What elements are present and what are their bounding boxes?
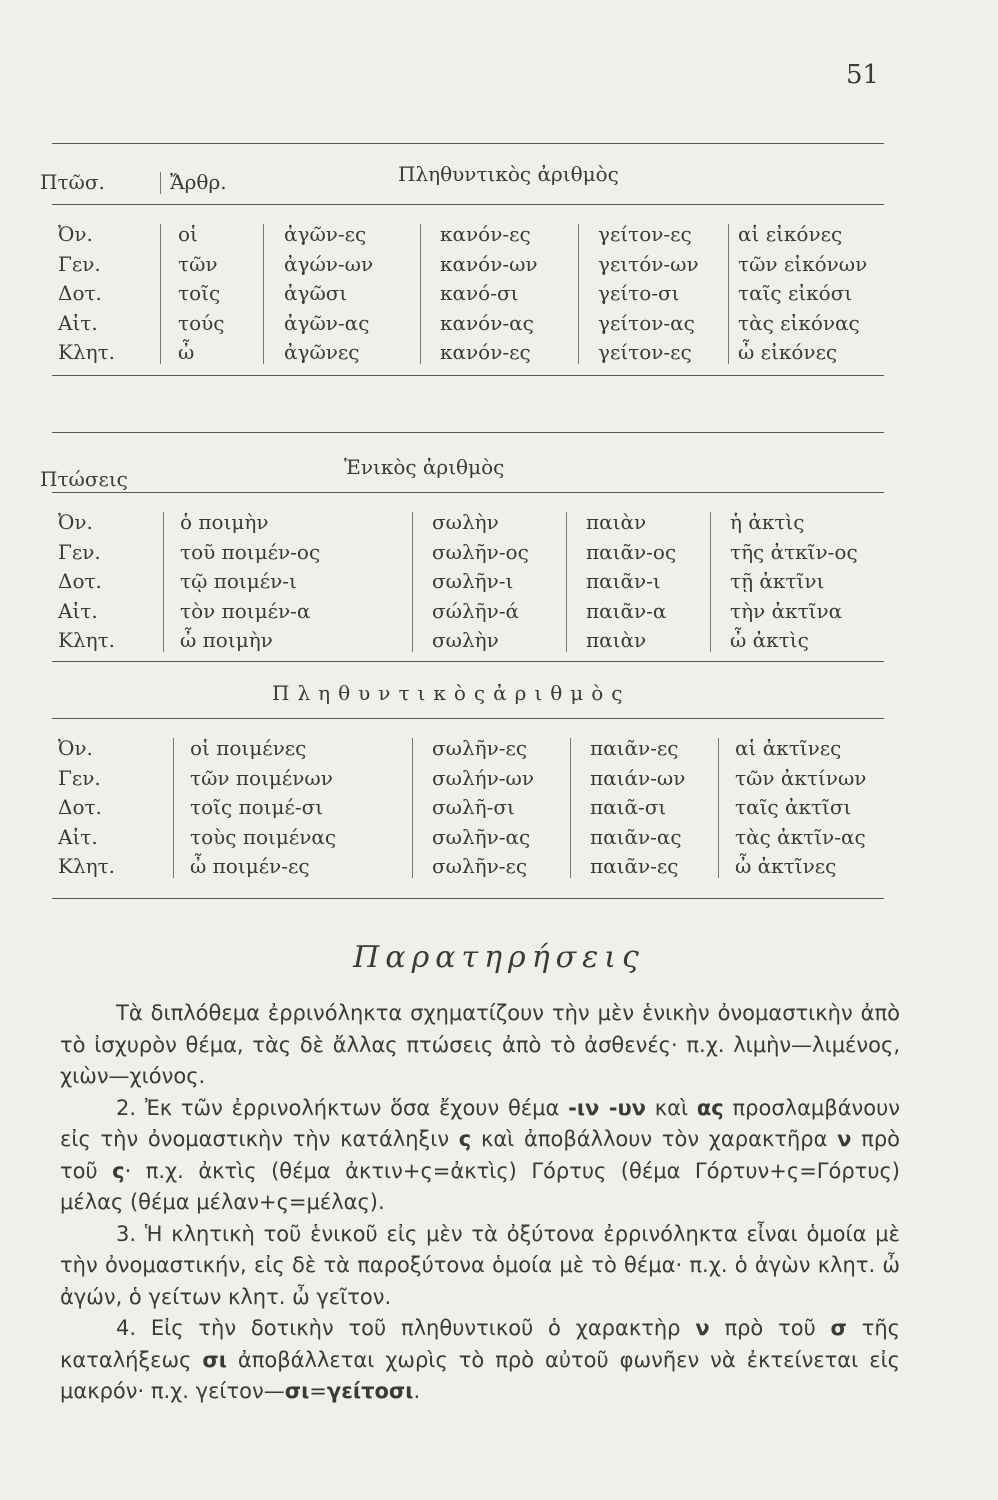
table3-cell-r0-c4: αἱ ἀκτῖνες [735, 736, 842, 760]
obs4-text: πρὸ τοῦ [709, 1316, 831, 1340]
table1-header-article: Ἄρθρ. [170, 170, 227, 194]
table1-cell-r0-c5: αἱ εἰκόνες [738, 222, 843, 246]
table2-cell-r0-c1: ὁ ποιμὴν [180, 510, 269, 534]
table2-cell-r3-c1: τὸν ποιμέν-α [180, 598, 311, 623]
table1-cell-r2-c3: κανό-σι [440, 281, 519, 305]
table2-column-divider [710, 512, 711, 652]
table2-cell-r1-c3: παιᾶν-ος [586, 539, 677, 564]
table3-cell-r4-c2: σωλῆν-ες [432, 854, 528, 878]
table1-cell-r0-c3: κανόν-ες [440, 222, 531, 246]
obs4-ending: ν [695, 1316, 710, 1340]
table1-cell-r3-c0: Αἰτ. [58, 310, 98, 335]
table3-cell-r3-c2: σωλῆν-ας [432, 824, 531, 849]
table1-cell-r1-c2: ἀγών-ων [284, 251, 374, 276]
table2-cell-r2-c0: Δοτ. [58, 569, 102, 593]
table1-cell-r4-c5: ὦ εἰκόνες [738, 340, 838, 364]
table2-cell-r2-c2: σωλῆν-ι [432, 569, 514, 593]
table3-cell-r1-c3: παιάν-ων [590, 765, 686, 790]
table2-bottom-rule [52, 661, 884, 662]
table1-cell-r3-c2: ἀγῶν-ας [284, 310, 370, 335]
table1-cell-r0-c2: ἀγῶν-ες [284, 222, 367, 246]
table1-cell-r3-c5: τὰς εἰκόνας [738, 310, 860, 335]
table1-cell-r2-c4: γείτο-σι [598, 281, 680, 305]
table1-cell-r0-c0: Ὀν. [58, 222, 93, 246]
obs2-text: καὶ [645, 1095, 697, 1120]
obs2-text: 2. Ἐκ τῶν ἐρρινολήκτων ὅσα ἔχουν θέμα [116, 1095, 569, 1120]
observation-1: Τὰ διπλόθεμα ἐρρινόληκτα σχηματίζουν τὴν μὲν ἑνικὴν ὀνομαστικὴν ἀπὸ τὸ ἰσχυρὸν θέμα, τὰς δὲ ἄλλας πτώσεις ἀπὸ τὸ ἀσθενές· π.χ. λιμὴν—λιμένος, χιὼν—χιόνος. [60, 1001, 900, 1088]
table1-header-divider [160, 172, 161, 194]
table3-cell-r1-c4: τῶν ἀκτίνων [735, 765, 867, 790]
table1-cell-r0-c1: οἱ [178, 222, 198, 246]
table2-cell-r4-c0: Κλητ. [58, 628, 116, 652]
table2-header-rule [52, 492, 884, 493]
obs2-ending: ς [458, 1127, 472, 1151]
table2-cell-r2-c4: τῇ ἀκτῖνι [730, 569, 825, 593]
table3-cell-r3-c4: τὰς ἀκτῖν-ας [735, 824, 866, 849]
table1-column-divider [263, 224, 264, 364]
table2-cell-r1-c1: τοῦ ποιμέν-ος [180, 539, 321, 564]
table3-cell-r0-c3: παιᾶν-ες [590, 736, 679, 760]
table2-cell-r1-c4: τῆς ἀτκῖν-ος [730, 539, 858, 564]
table1-column-divider [578, 224, 579, 364]
table2-cell-r4-c3: παιὰν [586, 628, 647, 652]
table3-cell-r4-c1: ὦ ποιμέν-ες [190, 854, 310, 878]
table3-header-rule [52, 718, 884, 719]
table2-cell-r0-c2: σωλὴν [432, 510, 499, 534]
obs2-text: καὶ ἀποβάλλουν τὸν χαρακτῆρα [471, 1127, 838, 1151]
table2-cell-r0-c0: Ὀν. [58, 510, 93, 534]
table1-column-divider [420, 224, 421, 364]
table1-cell-r4-c4: γείτον-ες [598, 340, 692, 364]
observation-3: 3. Ἡ κλητικὴ τοῦ ἑνικοῦ εἰς μὲν τὰ ὀξύτονα ἐρρινόληκτα εἶναι ὁμοία μὲ τὴν ὀνομαστικήν, εἰς δὲ τὰ παροξύτονα ὁμοία μὲ τὸ θέμα· π.χ. ὁ ἀγὼν κλητ. ὦ ἀγών, ὁ γείτων κλητ. ὦ γεῖτον. [60, 1221, 900, 1309]
observations-body [60, 998, 900, 1408]
obs4-ending: σι [202, 1347, 227, 1372]
table1-cell-r4-c3: κανόν-ες [440, 340, 531, 364]
table1-column-divider [728, 224, 729, 364]
table2-cell-r1-c2: σωλῆν-ος [432, 539, 529, 564]
table3-column-divider [570, 738, 571, 878]
table2-column-divider [412, 512, 413, 652]
table1-cell-r4-c1: ὦ [178, 340, 195, 364]
obs4-text: 4. Εἰς τὴν δοτικὴν τοῦ πληθυντικοῦ ὁ χαρακτὴρ [116, 1316, 696, 1340]
table1-cell-r4-c0: Κλητ. [58, 340, 116, 364]
table3-cell-r1-c2: σωλήν-ων [432, 765, 535, 790]
table3-cell-r0-c2: σωλῆν-ες [432, 736, 528, 760]
table1-cell-r3-c4: γείτον-ας [598, 310, 695, 335]
table2-top-rule [52, 432, 884, 433]
table1-header-title: Πληθυντικὸς ἀριθμὸς [398, 162, 619, 186]
table2-cell-r0-c4: ἡ ἀκτὶς [730, 510, 805, 534]
table1-cell-r1-c0: Γεν. [58, 251, 101, 276]
table1-header-rule [52, 204, 884, 205]
table2-header-case: Πτώσεις [40, 467, 128, 491]
table1-cell-r0-c4: γείτον-ες [598, 222, 692, 246]
table3-cell-r4-c0: Κλητ. [58, 854, 116, 878]
table1-column-divider [160, 224, 161, 364]
table3-column-divider [412, 738, 413, 878]
table1-cell-r1-c1: τῶν [178, 251, 218, 276]
obs4-text: ἀποβάλλεται χωρὶς τὸ πρὸ αὐτοῦ φωνῆεν νὰ ἐκτείνεται εἰς μακρόν· π.χ. γείτον— [60, 1347, 901, 1403]
obs4-ending: γείτοσι [326, 1379, 414, 1403]
obs2-ending: ας [696, 1095, 724, 1120]
observation-4 [60, 1313, 900, 1408]
table3-cell-r2-c0: Δοτ. [58, 795, 102, 819]
table3-cell-r2-c4: ταῖς ἀκτῖσι [735, 795, 852, 819]
table1-cell-r3-c1: τούς [178, 310, 225, 335]
obs4-text: = [309, 1379, 327, 1403]
obs4-text: . [413, 1379, 421, 1403]
obs2-ending: ν [837, 1127, 852, 1151]
table2-cell-r4-c1: ὦ ποιμὴν [180, 628, 273, 652]
table2-cell-r3-c0: Αἰτ. [58, 598, 98, 623]
observations-title: Παρατηρήσεις [353, 940, 645, 975]
observation-2 [60, 1093, 900, 1219]
table2-cell-r4-c4: ὦ ἀκτὶς [730, 628, 809, 652]
table2-header-title: Ἑνικὸς ἀριθμὸς [344, 455, 505, 479]
table3-cell-r4-c3: παιᾶν-ες [590, 854, 679, 878]
table2-cell-r2-c1: τῷ ποιμέν-ι [180, 569, 297, 593]
table3-column-divider [718, 738, 719, 878]
obs2-ending: -ιν -υν [568, 1095, 646, 1120]
table2-cell-r0-c3: παιὰν [586, 510, 647, 534]
table1-cell-r2-c1: τοῖς [178, 281, 221, 305]
obs2-text: πρὸ τοῦ [60, 1127, 900, 1183]
table2-cell-r3-c4: τὴν ἀκτῖνα [730, 598, 843, 623]
table2-column-divider [566, 512, 567, 652]
table3-cell-r0-c1: οἱ ποιμένες [190, 736, 307, 760]
table1-cell-r1-c3: κανόν-ων [440, 251, 538, 276]
table3-cell-r1-c0: Γεν. [58, 765, 101, 790]
table3-bottom-rule [52, 898, 884, 899]
table3-title: Πληθυντικὸςἀριθμὸς [272, 681, 631, 705]
table1-cell-r2-c5: ταῖς εἰκόσι [738, 281, 853, 305]
obs4-ending: σ [830, 1316, 847, 1340]
table1-top-rule [52, 143, 884, 144]
obs2-text: προσλαμβάνουν εἰς τὴν ὀνομαστικὴν τὴν κατάληξιν [60, 1095, 900, 1151]
obs4-text: τῆς καταλήξεως [60, 1316, 900, 1372]
table1-bottom-rule [52, 375, 884, 376]
table3-cell-r2-c1: τοῖς ποιμέ-σι [190, 795, 324, 819]
table1-cell-r2-c0: Δοτ. [58, 281, 102, 305]
table2-cell-r1-c0: Γεν. [58, 539, 101, 564]
table2-cell-r4-c2: σωλὴν [432, 628, 499, 652]
obs2-ending: ς [112, 1158, 125, 1183]
table3-cell-r0-c0: Ὀν. [58, 736, 93, 760]
table3-cell-r3-c3: παιᾶν-ας [590, 824, 682, 849]
table3-cell-r3-c1: τοὺς ποιμένας [190, 824, 337, 849]
table1-cell-r1-c5: τῶν εἰκόνων [738, 251, 868, 276]
table2-column-divider [163, 512, 164, 652]
table3-cell-r4-c4: ὦ ἀκτῖνες [735, 854, 837, 878]
table2-cell-r3-c2: σώλῆν-ά [432, 598, 520, 623]
obs4-ending: σι [284, 1379, 310, 1403]
table3-cell-r3-c0: Αἰτ. [58, 824, 98, 849]
table1-cell-r3-c3: κανόν-ας [440, 310, 534, 335]
obs2-text: · π.χ. ἀκτὶς (θέμα ἀκτιν+ς=ἀκτὶς) Γόρτυς (θέμα Γόρτυν+ς=Γόρτυς) μέλας (θέμα μέλαν+ς=μέλας). [60, 1158, 900, 1214]
table2-cell-r2-c3: παιᾶν-ι [586, 569, 661, 593]
table1-header-case: Πτῶσ. [40, 170, 105, 194]
page-number: 51 [846, 60, 880, 90]
table3-cell-r2-c2: σωλῆ-σι [432, 795, 515, 819]
table3-cell-r1-c1: τῶν ποιμένων [190, 765, 333, 790]
table2-cell-r3-c3: παιᾶν-α [586, 598, 667, 623]
table3-cell-r2-c3: παιᾶ-σι [590, 795, 667, 819]
table1-cell-r2-c2: ἀγῶσι [284, 281, 348, 305]
table3-column-divider [173, 738, 174, 878]
table1-cell-r4-c2: ἀγῶνες [284, 340, 360, 364]
table1-cell-r1-c4: γειτόν-ων [598, 251, 699, 276]
